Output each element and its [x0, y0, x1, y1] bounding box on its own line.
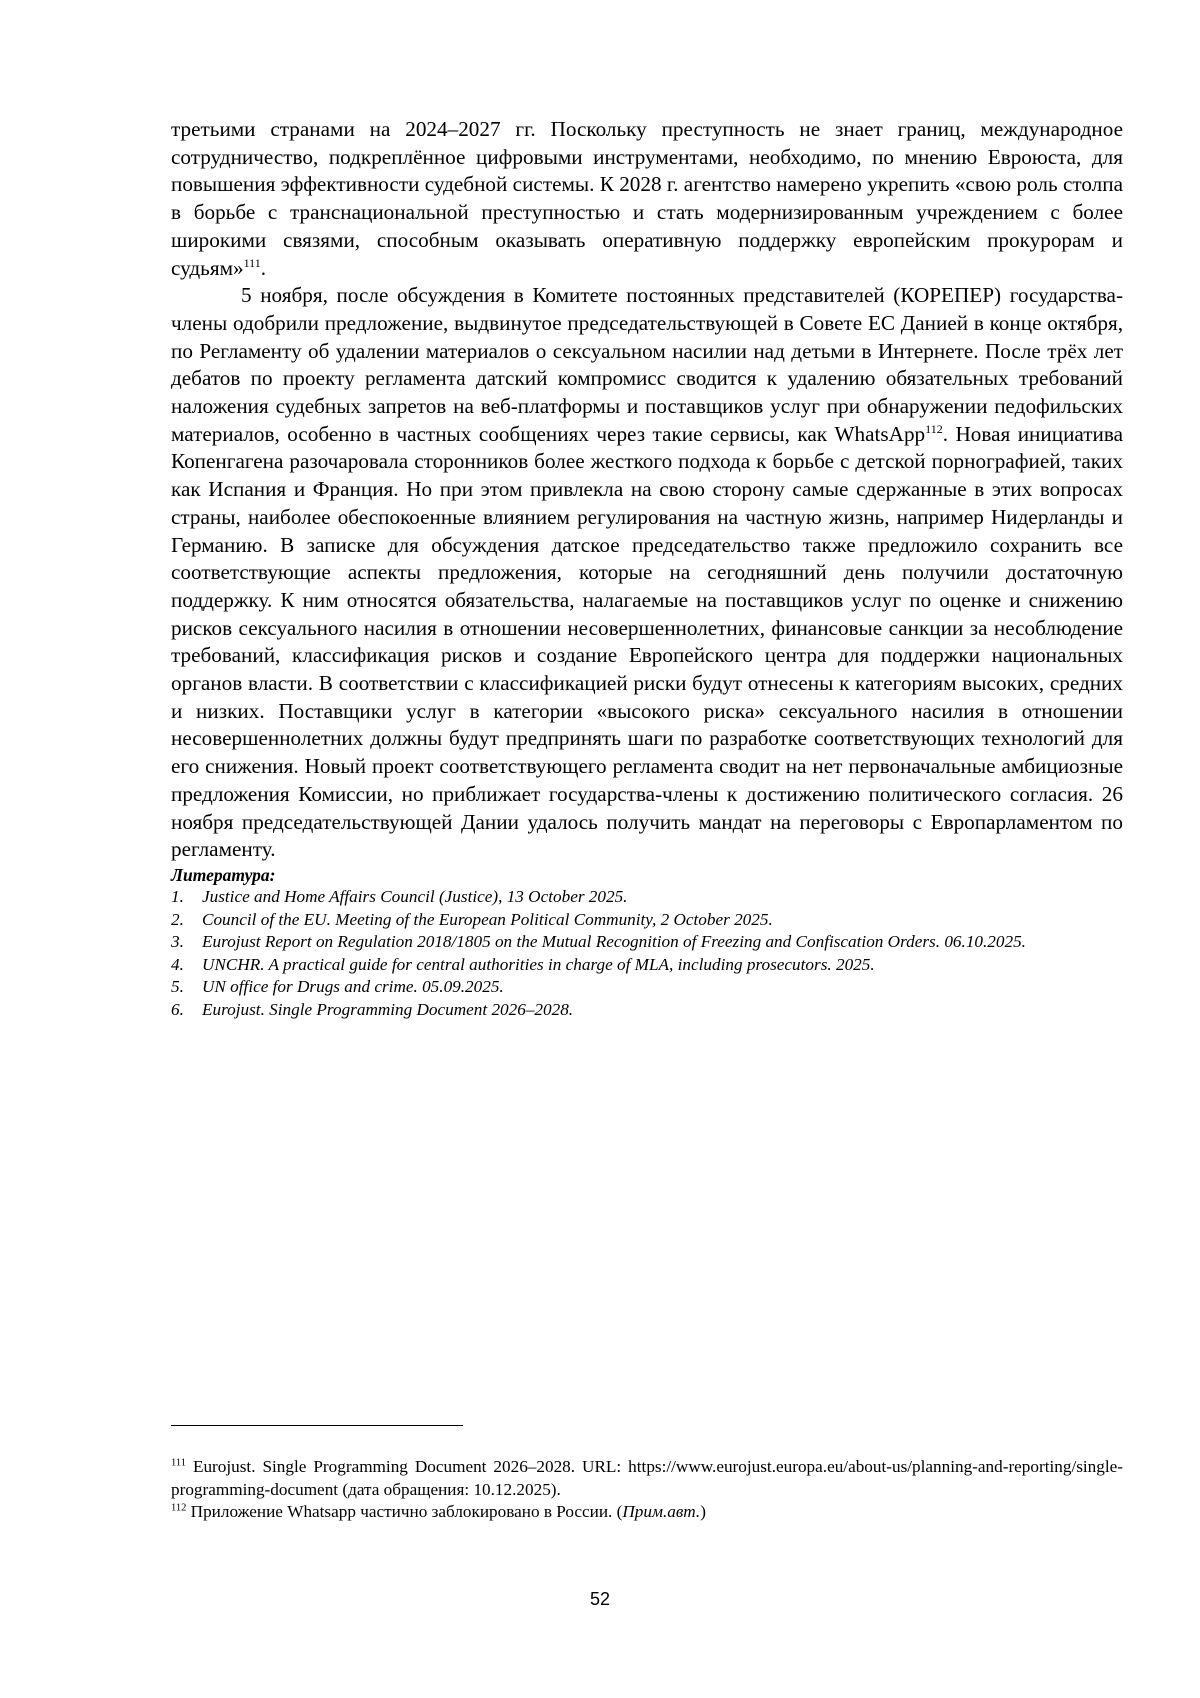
paragraph-2	[171, 282, 1123, 864]
footnote-ref-111[interactable]: 111	[243, 255, 261, 270]
paragraph-1	[171, 116, 1123, 282]
literature-item	[171, 909, 1123, 932]
literature-item	[171, 931, 1123, 954]
literature-item-text: Eurojust Report on Regulation 2018/1805 on the Mutual Recognition of Freezing and Confiscation Orders. 06.10.2025.	[202, 932, 1026, 952]
footnote-number: 111	[171, 1457, 186, 1469]
literature-item-number: 6.	[171, 999, 184, 1019]
footnotes	[171, 1456, 1123, 1524]
footnote-111	[171, 1456, 1123, 1501]
literature-item-text: Eurojust. Single Programming Document 2026–2028.	[202, 999, 574, 1019]
paragraph-1-text: третьими странами на 2024–2027 гг. Поскольку преступность не знает границ, международное сотрудничество, подкреплённое цифровыми инструментами, необходимо, по мнению Евроюста, для повышения эффективности судебной системы. К 2028 г. агентство намерено укрепить «свою роль столпа в борьбе с транснациональной преступностью и стать модернизированным учреждением с более широкими связями, способным оказывать оперативную поддержку европейским прокурорам и судьям»	[171, 117, 1123, 280]
literature-item-number: 5.	[171, 977, 184, 997]
literature-item	[171, 999, 1123, 1022]
literature-item-text: Council of the EU. Meeting of the European Political Community, 2 October 2025.	[202, 909, 773, 929]
page-number: 52	[589, 1589, 611, 1609]
footnote-112	[171, 1501, 1123, 1524]
footnote-author-note: Прим.авт.	[622, 1502, 701, 1521]
literature-item-text: UN office for Drugs and crime. 05.09.2025.	[202, 977, 504, 997]
literature-item	[171, 954, 1123, 977]
footnote-text-end: )	[700, 1502, 706, 1521]
literature-item-text: Justice and Home Affairs Council (Justice), 13 October 2025.	[202, 886, 628, 906]
literature-item-number: 4.	[171, 954, 184, 974]
paragraph-2-text-a: 5 ноября, после обсуждения в Комитете постоянных представителей (КОРЕПЕР) государства-члены одобрили предложение, выдвинутое председательствующей в Совете ЕС Данией в конце октября, по Регламенту об удалении материалов о сексуальном насилии над детьми в Интернете. После трёх лет дебатов по проекту регламента датский компромисс сводится к удалению обязательных требований наложения судебных запретов на веб-платформы и поставщиков услуг при обнаружении педофильских материалов, особенно в частных сообщениях через такие сервисы, как WhatsApp	[171, 283, 1123, 446]
footnote-ref-112[interactable]: 112	[925, 421, 943, 436]
main-text	[171, 116, 1123, 1022]
footnote-text: Eurojust. Single Programming Document 2026–2028. URL: https://www.eurojust.europa.eu/about-us/planning-and-reporting/single-programming-document (дата обращения: 10.12.2025).	[171, 1457, 1123, 1499]
paragraph-1-end: .	[260, 255, 266, 280]
literature-item-number: 2.	[171, 909, 184, 929]
literature-item	[171, 976, 1123, 999]
footnote-text: Приложение Whatsapp частично заблокировано в России. (	[186, 1502, 623, 1521]
literature-item-number: 1.	[171, 886, 184, 906]
literature-item-number: 3.	[171, 932, 184, 952]
literature-item	[171, 886, 1123, 909]
literature-item-text: UNCHR. A practical guide for central authorities in charge of MLA, including prosecutors. 2025.	[202, 954, 875, 974]
literature-list	[171, 886, 1123, 1022]
literature-heading: Литература:	[171, 864, 276, 885]
footnote-number: 112	[171, 1502, 187, 1514]
footnote-divider	[171, 1425, 463, 1426]
paragraph-2-text-b: . Новая инициатива Копенгагена разочаровала сторонников более жесткого подхода к борьбе с детской порнографией, таких как Испания и Франция. Но при этом привлекла на свою сторону самые сдержанные в этих вопросах страны, наиболее обеспокоенные влиянием регулирования на частную жизнь, например Нидерланды и Германию. В записке для обсуждения датское председательство также предложило сохранить все соответствующие аспекты предложения, которые на сегодняшний день получили достаточную поддержку. К ним относятся обязательства, налагаемые на поставщиков услуг по оценке и снижению рисков сексуального насилия в отношении несовершеннолетних, финансовые санкции за несоблюдение требований, классификация рисков и создание Европейского центра для поддержки национальных органов власти. В соответствии с классификацией риски будут отнесены к категориям высоких, средних и низких. Поставщики услуг в категории «высокого риска» сексуального насилия в отношении несовершеннолетних должны будут предпринять шаги по разработке соответствующих технологий для его снижения. Новый проект соответствующего регламента сводит на нет первоначальные амбициозные предложения Комиссии, но приближает государства-члены к достижению политического согласия. 26 ноября председательствующей Дании удалось получить мандат на переговоры с Европарламентом по регламенту.	[171, 421, 1123, 862]
